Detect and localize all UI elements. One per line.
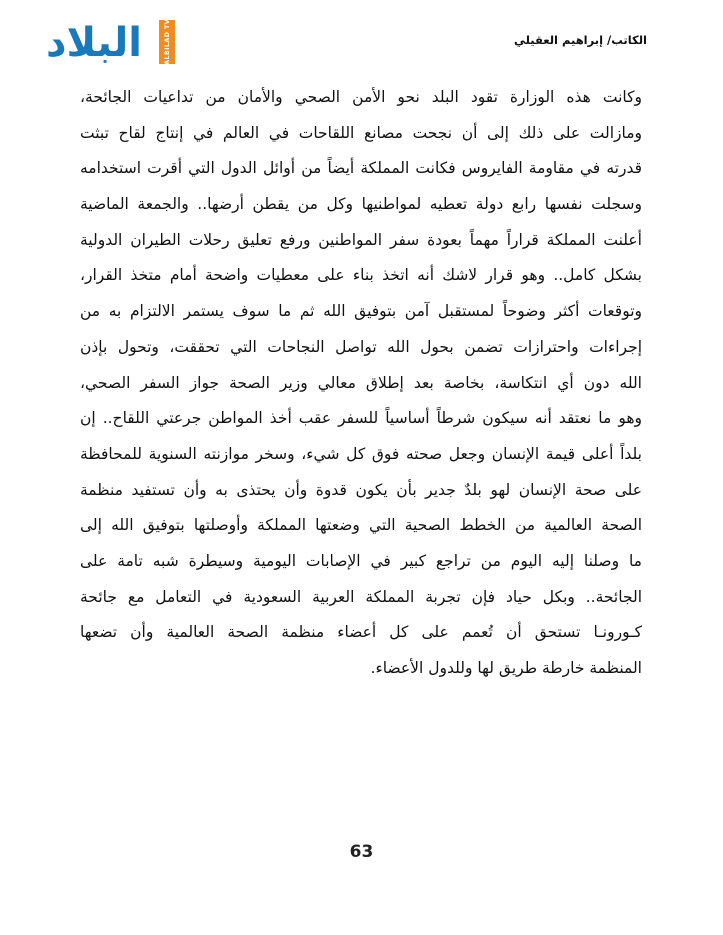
article-line: بشكل كامل.. وهو قرار لاشك أنه اتخذ بناء على معطيات واضحة أمام متخذ القرار، — [80, 266, 642, 285]
article-line: كـورونـا تستحق أن تُعمم على كل أعضاء منظمة الصحة العالمية وأن تضعها — [80, 623, 642, 642]
article-body — [80, 80, 642, 687]
article-line: وتوقعات أكثر وضوحاً لمستقبل آمن بتوفيق الله ثم ما سوف يستمر الالتزام به من — [80, 302, 642, 321]
article-line: وكانت هذه الوزارة تقود البلد نحو الأمن الصحي والأمان من تداعيات الجائحة، — [80, 88, 642, 106]
article-line: الصحة العالمية من الخطط الصحية التي وضعتها المملكة وأوصلتها بتوفيق الله إلى — [80, 516, 642, 535]
article-line: الجائحة.. وبكل حياد فإن تجربة المملكة العربية السعودية في التعامل مع جائحة — [80, 587, 642, 606]
albilad-logo — [46, 18, 176, 68]
article-line: قدرته في مقاومة الفايروس فكانت المملكة أيضاً من أوائل الدول التي أقرت استخدامه — [80, 159, 642, 178]
article-line: وسجلت نفسها رابع دولة تعطيه لمواطنيها وكل من يقطن أرضها.. والجمعة الماضية — [80, 195, 642, 214]
page-number: 63 — [349, 842, 374, 862]
article-line: الله دون أي انتكاسة، بخاصة بعد إطلاق معالي وزير الصحة جواز السفر الصحي، — [80, 373, 642, 392]
logo-wordmark: البلاد — [46, 20, 142, 66]
article-line: أعلنت المملكة قراراً مهماً بعودة سفر المواطنين ورفع تعليق رحلات الطيران الدولية — [80, 230, 642, 249]
article-line: ما وصلنا إليه اليوم من تراجع كبير في الإصابات اليومية وسيطرة شبه تامة على — [80, 551, 642, 570]
logo-tv-tag — [159, 20, 175, 64]
article-line: إجراءات واحترازات تضمن بحول الله تواصل النجاحات التي تحققت، وتحول بإذن — [80, 337, 642, 356]
article-line: وهو ما نعتقد أنه سيكون شرطاً أساسياً للسفر عقب أخذ المواطن جرعتي اللقاح.. إن — [80, 409, 642, 428]
article-line: ومازالت على ذلك إلى أن نجحت مصانع اللقاحات في العالم في إنتاج لقاح تبثت — [80, 123, 642, 142]
logo-tv-tag-text: ALBILAD TV — [163, 19, 171, 65]
article-line: بلداً أعلى قيمة الإنسان وجعل صحته فوق كل شيء، وسخر موازنته السنوية للمحافظة — [80, 444, 642, 463]
article-line: على صحة الإنسان لهو بلدٌ جدير بأن يكون قدوة وأن يحتذى به وأن تستفيد منظمة — [80, 480, 642, 499]
page-header — [0, 0, 723, 90]
article-line-last: المنظمة خارطة طريق لها وللدول الأعضاء. — [370, 659, 642, 677]
author-byline: الكاتب/ إبراهيم العقيلي — [513, 33, 647, 47]
